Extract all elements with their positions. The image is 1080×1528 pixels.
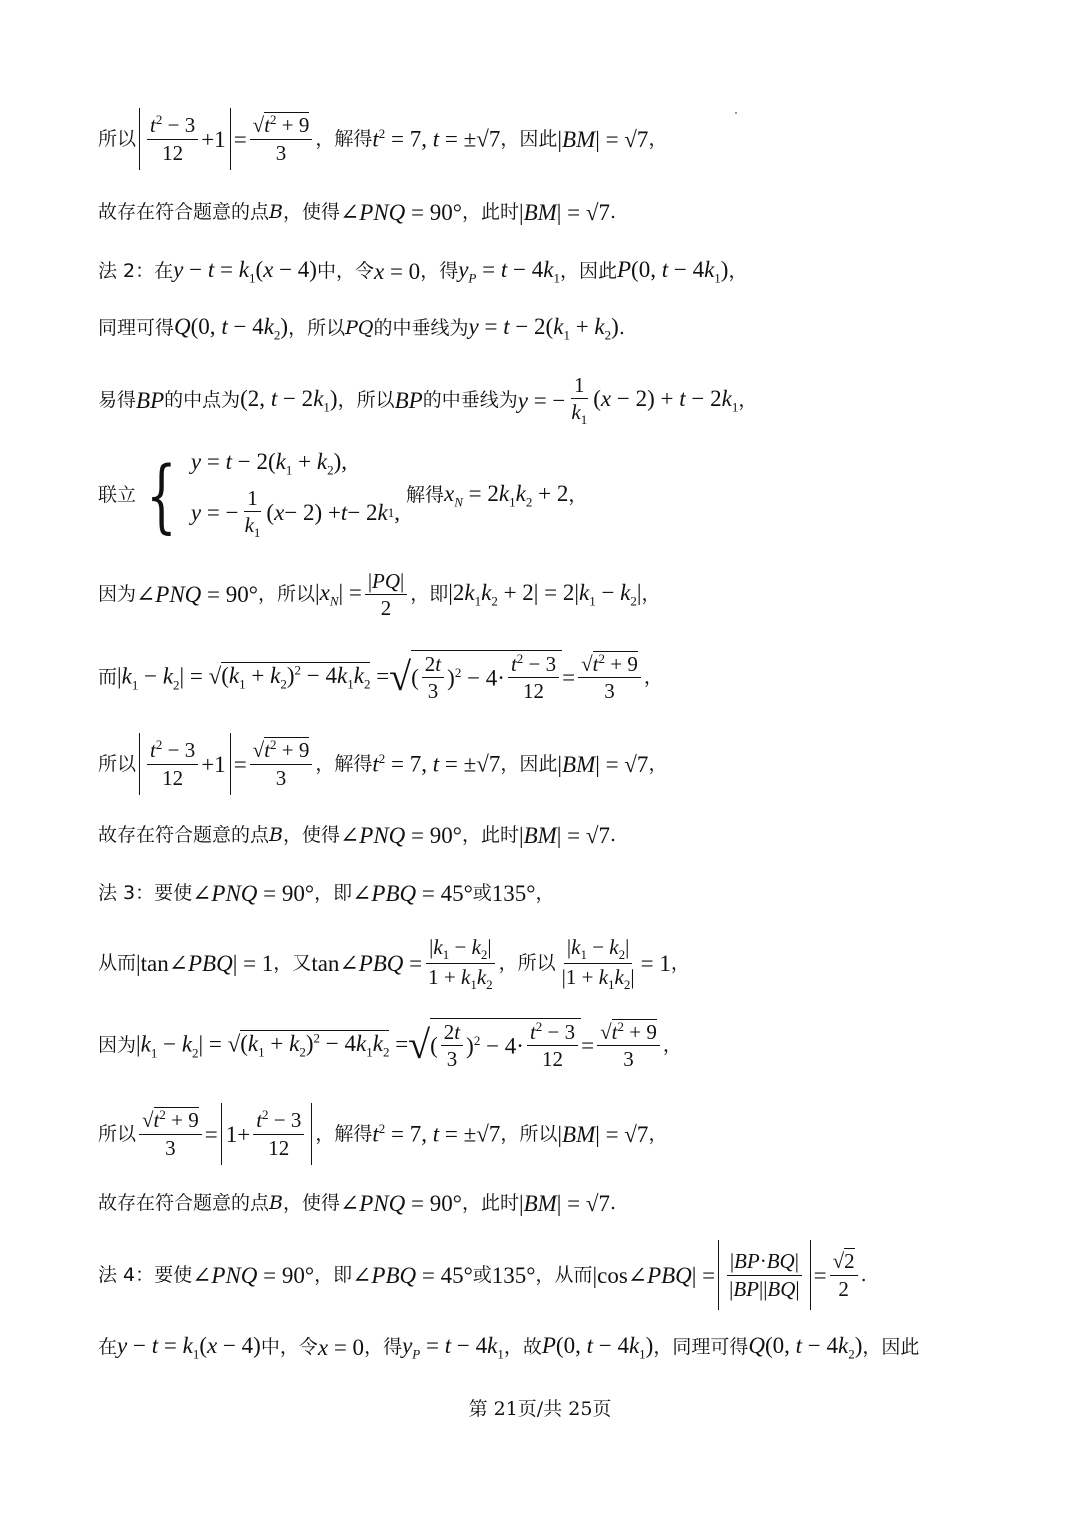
line-13: 因为 $|k_1 - k_2| = √(k_1 + k_2)^2 - 4k_1k_2$ = √ ( $\frac{2t}{3}$ )$^2$ − 4· $\frac{t^2 - 3}{12}$ = $\frac{√t^2 + 9}{3}$ ， bbox=[98, 1018, 682, 1072]
page-footer: 第 21页/共 25页 bbox=[468, 1398, 612, 1420]
line-1: 所以 $\frac{t^2 - 3}{12}$ +1 = $\frac{√t^2 + 9}{3}$ ，解得 $t^2 = 7$, t = ±√7 ，因此 |BM| = √7 ， bbox=[98, 108, 667, 170]
line-15: 故存在符合题意的点 B ，使得 ∠PNQ = 90° ，此时 |BM| = √7 . bbox=[98, 1191, 617, 1216]
line-2: 故存在符合题意的点 B ，使得 ∠PNQ = 90° ，此时 |BM| = √7 . bbox=[98, 200, 617, 225]
line-4: 同理可得 Q(0, $t - 4k_2$) ，所以 PQ 的中垂线为 $y = t - 2(k_1 + k_2)$ . bbox=[98, 314, 625, 343]
line-3: 法 2：在 $y - t = k_1(x - 4)$ 中，令 x = 0 ，得 $y_P = t - 4k_1$ ，因此 P(0, $t - 4k_1$) ， bbox=[98, 257, 748, 286]
line-12: 从而 |tan∠PBQ| = 1 ，又 tan∠PBQ = $\frac{|k_1 - k_2|}{1 + k_1k_2}$ ，所以 $\frac{|k_1 - k_2|}{|1 + k_1k_2|}$ = 1 ， bbox=[98, 935, 690, 993]
line-17: 在 $y - t = k_1(x - 4)$ 中，令 x = 0 ，得 $y_P = t - 4k_1$ ，故 P(0, $t - 4k_1$) ，同理可得 Q(0, $t - 4k_2$) ，因此 bbox=[98, 1333, 920, 1362]
line-8: 而 $|k_1 - k_2| = √(k_1 + k_2)^2 - 4k_1k_2$ = √ ( $\frac{2t}{3}$ )$^2$ − 4· $\frac{t^2 - 3}{12}$ = $\frac{√t^2 + 9}{3}$ ， bbox=[98, 650, 663, 704]
line-10: 故存在符合题意的点 B ，使得 ∠PNQ = 90° ，此时 |BM| = √7 . bbox=[98, 823, 617, 848]
speck bbox=[735, 112, 737, 114]
line-7: 因为 ∠PNQ = 90° ，所以 $|x_N|$ = $\frac{|PQ|}{2}$ ，即 $|2k_1k_2 + 2| = 2|k_1 - k_2|$ ， bbox=[98, 569, 661, 621]
line-16: 法 4：要使 ∠PNQ = 90° ，即 ∠PBQ = 45° 或 135° ，从而 |cos∠PBQ| = $\frac{|BP\cdot BQ|}{|BP||BQ|}$ = $\frac{√2}{2}$ . bbox=[98, 1240, 867, 1310]
line-11: 法 3：要使 ∠PNQ = 90° ，即 ∠PBQ = 45° 或 135° ， bbox=[98, 881, 555, 906]
line-5: 易得 BP 的中点为 (2, $t - 2k_1$) ，所以 BP 的中垂线为 y = − $\frac{1}{k_1}$ $(x - 2) + t - 2k_1$ ， bbox=[98, 373, 758, 428]
line-6: 联立 { $y = t - 2(k_1 + k_2)$, y = − $\frac{1}{k_1}$ ( x − 2) + t − 2 k 1 , 解得 $x_N = 2k_1k_2 + 2$ ， bbox=[98, 448, 588, 542]
line-14: 所以 $\frac{√t^2 + 9}{3}$ = 1+ $\frac{t^2 - 3}{12}$ ，解得 $t^2 = 7$, t = ±√7 ，所以 |BM| = √7 ， bbox=[98, 1103, 667, 1165]
line-9: 所以 $\frac{t^2 - 3}{12}$ +1 = $\frac{√t^2 + 9}{3}$ ，解得 $t^2 = 7$, t = ±√7 ，因此 |BM| = √7 ， bbox=[98, 733, 667, 795]
